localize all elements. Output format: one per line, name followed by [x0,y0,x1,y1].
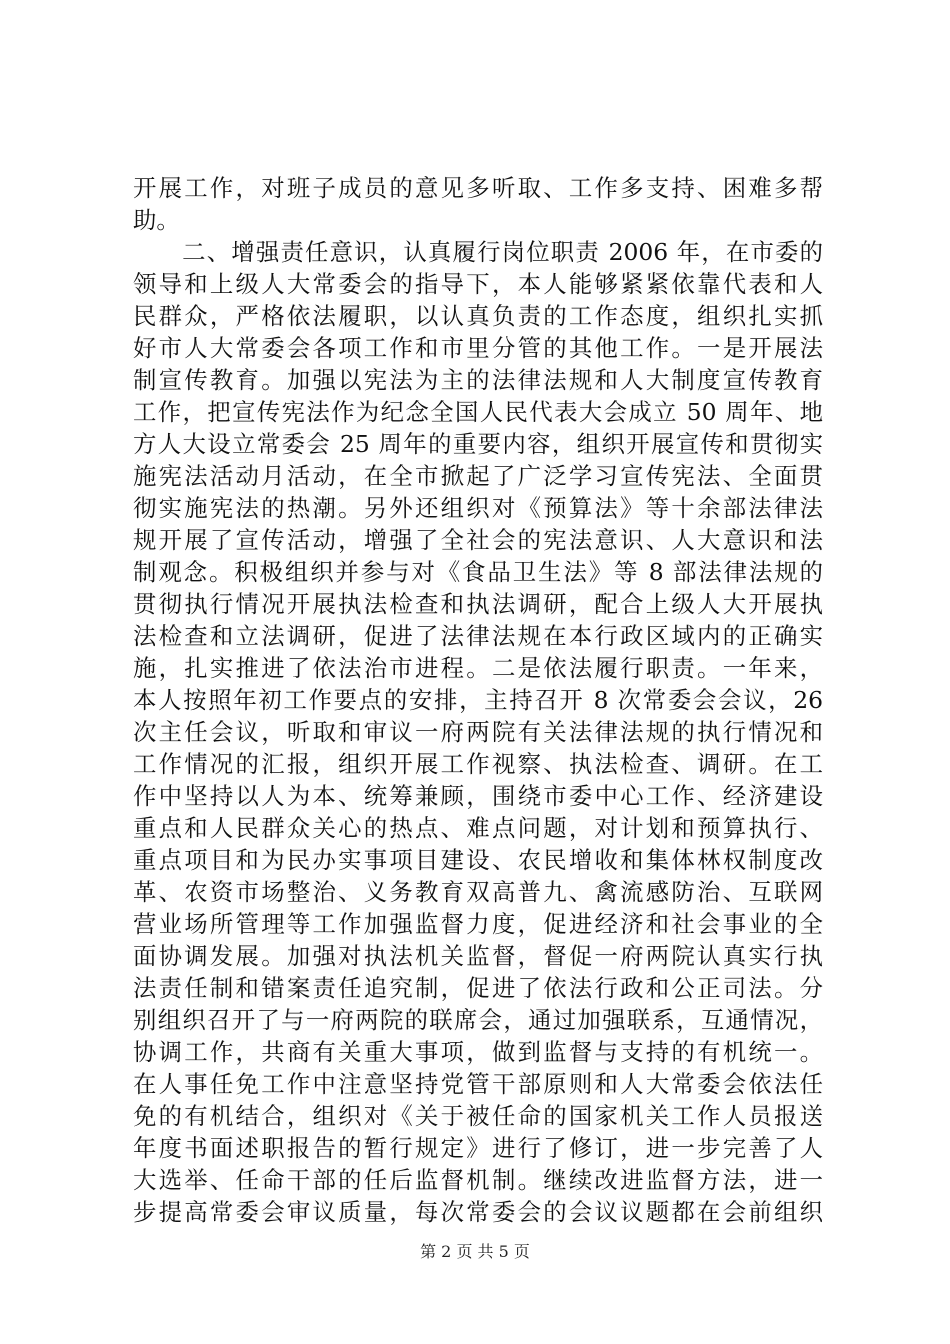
text-line: 二、增强责任意识，认真履行岗位职责 2006 年，在市委的 [133,238,823,266]
text-line: 开展工作，对班子成员的意见多听取、工作多支持、困难多帮 [133,174,823,202]
text-line: 施宪法活动月活动，在全市掀起了广泛学习宣传宪法、全面贯 [133,462,823,490]
text-line: 好市人大常委会各项工作和市里分管的其他工作。一是开展法 [133,334,823,362]
text-line: 法检查和立法调研，促进了法律法规在本行政区域内的正确实 [133,622,823,650]
text-line: 协调工作，共商有关重大事项，做到监督与支持的有机统一。 [133,1038,823,1066]
text-line: 别组织召开了与一府两院的联席会，通过加强联系，互通情况， [133,1006,823,1034]
text-line: 工作情况的汇报，组织开展工作视察、执法检查、调研。在工 [133,750,823,778]
text-line: 彻实施宪法的热潮。另外还组织对《预算法》等十余部法律法 [133,494,823,522]
text-line: 免的有机结合，组织对《关于被任命的国家机关工作人员报送 [133,1102,823,1130]
text-line: 重点项目和为民办实事项目建设、农民增收和集体林权制度改 [133,846,823,874]
text-line: 领导和上级人大常委会的指导下，本人能够紧紧依靠代表和人 [133,270,823,298]
text-line: 大选举、任命干部的任后监督机制。继续改进监督方法，进一 [133,1166,823,1194]
text-line: 制观念。积极组织并参与对《食品卫生法》等 8 部法律法规的 [133,558,823,586]
text-line: 规开展了宣传活动，增强了全社会的宪法意识、人大意识和法 [133,526,823,554]
text-line: 作中坚持以人为本、统筹兼顾，围绕市委中心工作、经济建设 [133,782,823,810]
body-text [133,172,823,1228]
text-line: 营业场所管理等工作加强监督力度，促进经济和社会事业的全 [133,910,823,938]
text-line: 施，扎实推进了依法治市进程。二是依法履行职责。一年来， [133,654,823,682]
text-line: 步提高常委会审议质量，每次常委会的会议议题都在会前组织 [133,1198,823,1226]
text-line: 民群众，严格依法履职，以认真负责的工作态度，组织扎实抓 [133,302,823,330]
text-line: 本人按照年初工作要点的安排，主持召开 8 次常委会会议，26 [133,686,823,714]
text-line: 工作，把宣传宪法作为纪念全国人民代表大会成立 50 周年、地 [133,398,823,426]
text-line: 年度书面述职报告的暂行规定》进行了修订，进一步完善了人 [133,1134,823,1162]
page-number-footer: 第 2 页 共 5 页 [420,1242,530,1261]
text-line: 法责任制和错案责任追究制，促进了依法行政和公正司法。分 [133,974,823,1002]
text-line: 方人大设立常委会 25 周年的重要内容，组织开展宣传和贯彻实 [133,430,823,458]
text-line: 制宣传教育。加强以宪法为主的法律法规和人大制度宣传教育 [133,366,823,394]
text-line: 助。 [133,206,180,234]
text-line: 面协调发展。加强对执法机关监督，督促一府两院认真实行执 [133,942,823,970]
text-line: 次主任会议，听取和审议一府两院有关法律法规的执行情况和 [133,718,823,746]
text-line: 在人事任免工作中注意坚持党管干部原则和人大常委会依法任 [133,1070,823,1098]
text-line: 贯彻执行情况开展执法检查和执法调研，配合上级人大开展执 [133,590,823,618]
text-line: 重点和人民群众关心的热点、难点问题，对计划和预算执行、 [133,814,823,842]
text-line: 革、农资市场整治、义务教育双高普九、禽流感防治、互联网 [133,878,823,906]
